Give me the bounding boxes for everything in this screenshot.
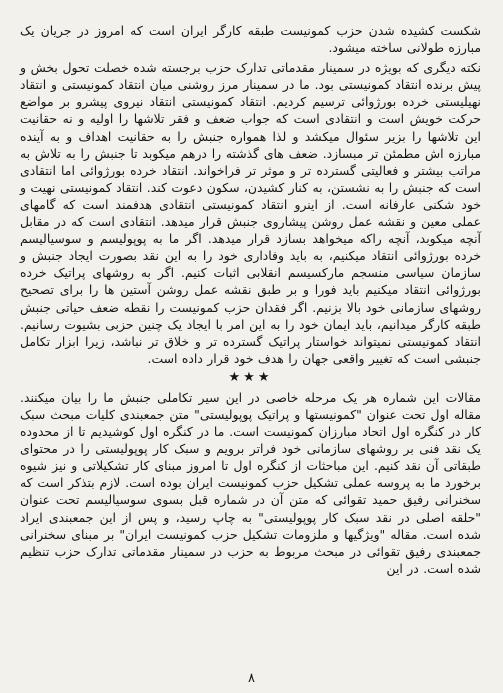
page-number: ٨ <box>248 671 255 686</box>
section-divider: ★★★ <box>228 369 273 385</box>
intro-paragraph: شکست کشیده شدن حزب کمونیست طبقه کارگر ایران است که امروز در جریان یک مبارزه طولانی ساخته میشود. <box>20 23 481 56</box>
articles-paragraph: مقالات این شماره هر یک مرحله خاصی در این سیر تکاملی جنبش ما را بیان میکنند. مقاله اول تحت عنوان "کمونیستها و پراتیک پوپولیستی" متن جمعبندی کلیات مبحث سبک کار در کنگره اول اتحاد مبارزان کمونیست است. ما در کنگره اول کوشیدیم تا از محدوده یک نقد فنی بر روشهای سازمانی خود فراتر برویم و سبک کار پوپولیستی را در محتوای طبقاتی آن نقد کنیم. این مباحثات از کنگره اول تا امروز مبنای کار تشکیلاتی و نیز شیوه برخورد ما به پروسه عملی تشکیل حزب کمونیست ایران بوده است. لازم بتذکر است که سخنرانی رفیق حمید تقوائی که متن آن در شماره قبل بسوی سوسیالیسم تحت عنوان "حلقه اصلی در نقد سبک کار پوپولیستی" به چاپ رسید، و پس از این جمعبندی ایراد شده است. مقاله "ویژگیها و ملزومات تشکیل حزب کمونیست ایران" بر مبنای سخنرانی جمعبندی رفیق تقوائی در مبحث مربوط به حزب در سمینار مقدماتی تدارک حزب تنظیم شده است. در این <box>20 389 481 576</box>
critique-paragraph: نکته دیگری که بویژه در سمینار مقدماتی تدارک حزب برجسته شده خصلت تحول بخش و پیش برنده انتقاد کمونیستی بود. ما در سمینار مرز روشنی میان انتقاد کمونیستی و انتقاد نهیلیستی خرده بورژوائی ترسیم کردیم. انتقاد کمونیستی انتقاد نیروی پیشرو بر مواضع حرکت خویش است و انتقادی است که جواب ضعف و فقر تلاشها را اولیه و نه حقانیت این تلاشها را بزیر سئوال میکشد و لذا همواره جنبش را به حقانیت اهداف و به آینده مبارزه اش مطمئن تر مبسازد. ضعف های گذشته را درهم میکوبد تا جنبش را به تلاش به مراتب بیشتر و فعالیتی گسترده تر و موثر تر فراخواند. انتقاد خرده بورژوائی اما انتقادی است که جنبش را به نشستن، به کنار کشیدن، سکون دعوت کند. انتقاد کمونیستی نهیت و خود شکنی عارفانه است. از اینرو انتقاد کمونیستی انتقادی هدفمند است که گامهای عملی معین و نقشه عمل روشن پیشاروی جنبش قرار میدهد. انتقادی است که در مقابل آنچه میکوبد، آنچه راکه میخواهد بسازد قرار میدهد. اگر ما به پوپولیسم و سوسیالیسم خرده بورژوائی انتقاد میکنیم، به باید وفاداری خود را به این نقد بصورت ایجاد جنبش و سازمان سیاسی منسجم مارکسیسم انقلابی اثبات کنیم. اگر به روشهای پراتیک خرده بورژوائی انتقاد میکنیم باید فورا و بر طبق نقشه عمل روشن آستین ها را برای تصحیح روشهای سازمانی خود بالا بزنیم. اگر فقدان حزب کمونیست را نقطه ضعف حیاتی جنبش طبقه کارگر میدانیم، باید ایمان خود را به این امر با ایجاد یک چنین حزبی بشیوت رسانیم. انتقاد کمونیستی نمیتواند خواستار پراتیک گسترده تر و خلاق تر نباشد، زیرا ابزار تکامل جنبشی است که تغییر واقعی جهان را هدف خود قرار داده است. <box>20 60 481 366</box>
